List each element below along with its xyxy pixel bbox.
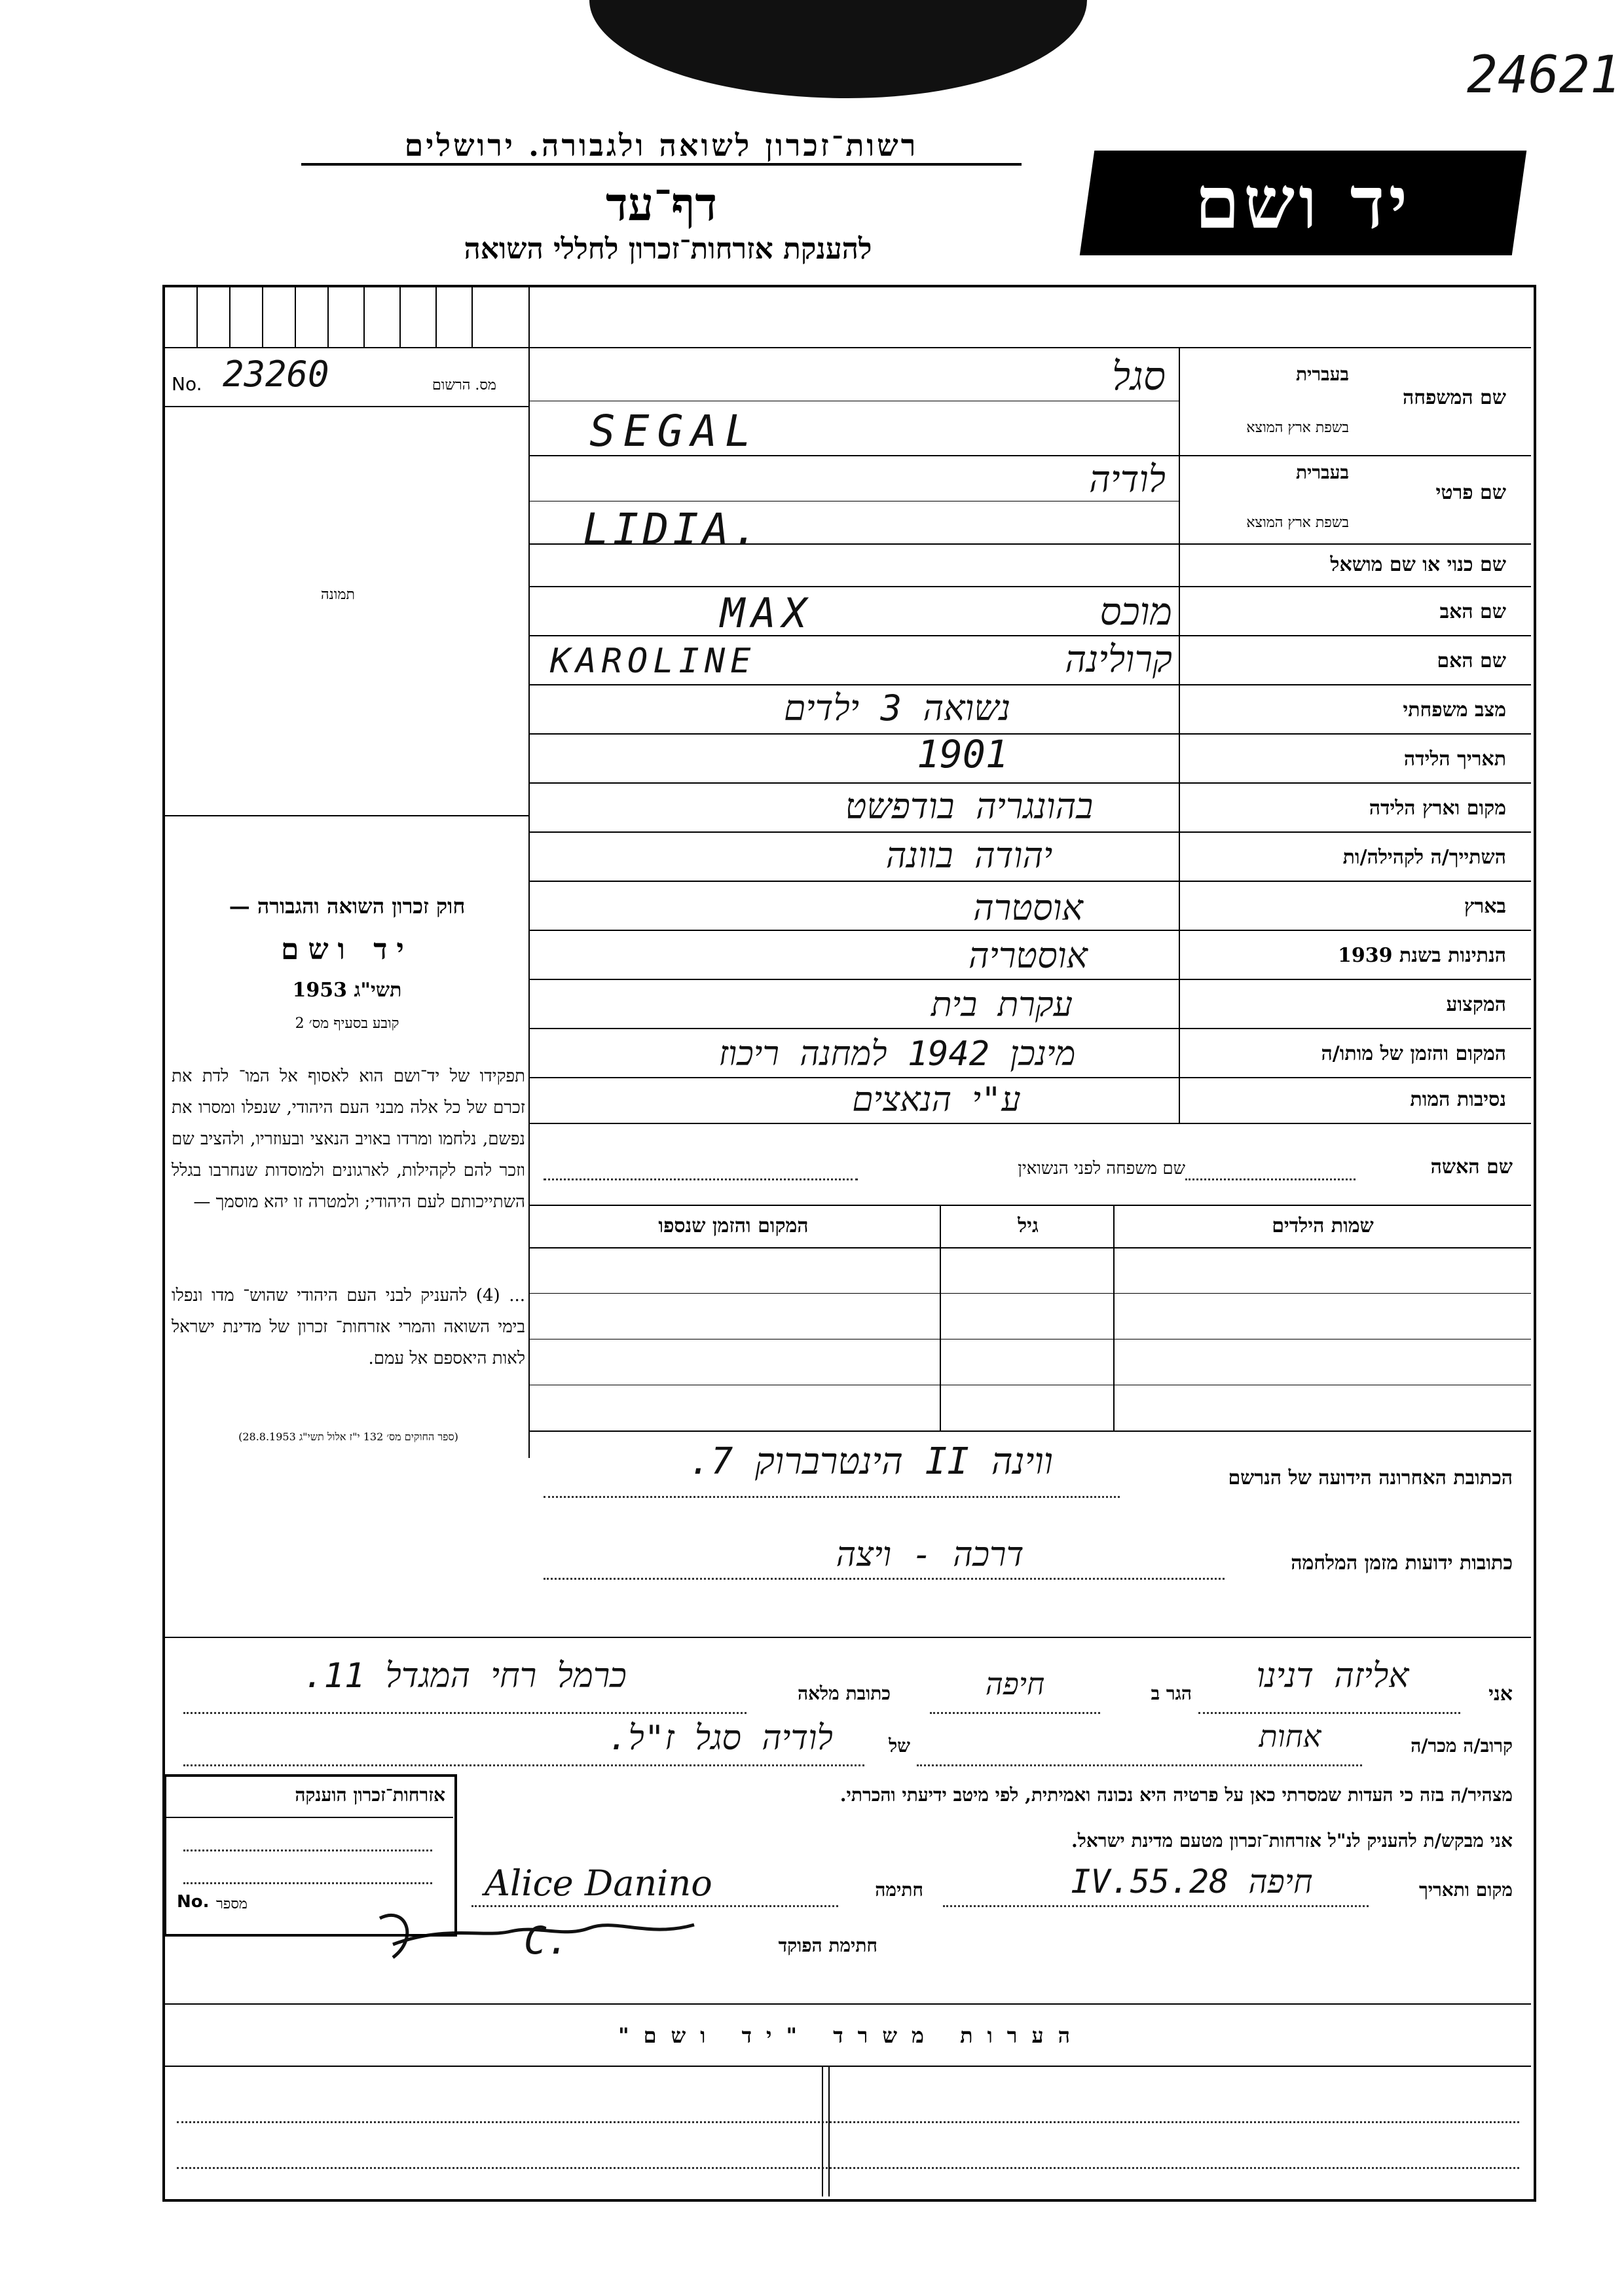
label-community: השתייך/ה לקהילה/ות	[1342, 846, 1506, 869]
label-resides-in: הגר ב	[1151, 1683, 1192, 1704]
value-country: אוסטרה	[973, 887, 1083, 928]
label-birth-date: תאריך הלידה	[1403, 748, 1506, 771]
value-family-name-origin: SEGAL	[589, 406, 759, 456]
grant-box-no-label: No.	[177, 1892, 210, 1912]
label-profession: המקצוע	[1446, 993, 1506, 1016]
office-notes-title: הערות משרד "יד ושם"	[618, 2023, 1085, 2048]
value-official-signature: C.	[524, 1918, 570, 1963]
label-official-signature: חתימת הפוקד	[778, 1935, 877, 1956]
value-given-name-hebrew: לודיה	[1089, 458, 1166, 501]
grant-box-number-label: מספר	[216, 1896, 248, 1912]
law-ref: קובע בסעיף מס׳ 2	[295, 1015, 399, 1032]
value-family-name-hebrew: סגל	[1111, 354, 1166, 399]
label-given-in-origin: בשפת ארץ המוצא	[1246, 515, 1349, 531]
value-death-circumstances: ע"י הנאצים	[852, 1080, 1021, 1120]
label-family-in-origin: בשפת ארץ המוצא	[1246, 420, 1349, 436]
label-family-name: שם המשפחה	[1402, 386, 1506, 409]
law-year: תשי"ג 1953	[292, 979, 402, 1002]
value-mother-hebrew: קרולינה	[1065, 638, 1172, 681]
photo-label: תמונה	[321, 587, 355, 603]
label-last-address: הכתובת האחרונה הידועה של הנרשם	[1228, 1467, 1513, 1489]
value-birth-place: בהונגריה בודפשט	[845, 786, 1094, 827]
label-signature: חתימה	[875, 1879, 923, 1901]
law-name: יד ושם	[281, 933, 413, 966]
label-birth-place: מקום וארץ הלידה	[1369, 797, 1506, 820]
archive-number: 24621	[1467, 46, 1621, 105]
label-country: בארץ	[1464, 895, 1506, 918]
registration-hebrew-label: מס. הרשום	[432, 377, 496, 393]
law-paragraph-1: תפקידו של יד־ושם הוא לאסוף אל המו־ לדת את זכרם של כל אלה מבני העם היהודי, שנפלו ומסרו את נפשם, נלחמו ומרדו באויב הנאצי ובעוזריו, ולהציב שם וזכר להם לקהילות, לארגונים ולמוסדות שנחרבו בגלל השתייכותם לעם היהודי; ולמטרה זו יהא מוסמך —	[172, 1066, 525, 1212]
value-subject-name: לודיה סגל ז"ל.	[608, 1719, 833, 1758]
value-declarant-name: אליזה דנינו	[1256, 1656, 1409, 1696]
label-i: אני	[1488, 1683, 1513, 1705]
value-mother-origin: KAROLINE	[550, 642, 756, 681]
value-father-hebrew: מוכס	[1099, 589, 1172, 634]
form-subtitle: להענקת אזרחות־זכרון לחללי השואה	[464, 232, 872, 266]
label-of: של	[889, 1735, 910, 1757]
value-profession: עקרת בית	[931, 985, 1073, 1025]
label-full-address: כתובת מלאה	[797, 1683, 891, 1704]
ink-blot	[589, 0, 1087, 98]
registration-no-label: No.	[172, 373, 202, 395]
label-maiden-name: שם משפחה לפני הנשואין	[1018, 1159, 1185, 1178]
value-citizenship: אוסטריה	[969, 935, 1088, 976]
value-place-date: חיפה 28.IV.55	[1071, 1863, 1313, 1901]
label-place-date: מקום ותאריך	[1418, 1879, 1513, 1901]
value-father-origin: MAX	[720, 589, 813, 637]
statement-2: אני מבקש/ת להעניק לנ"ל אזרחות־זכרון מטעם מדינת ישראל.	[1071, 1830, 1513, 1851]
grant-box-title: אזרחות־זכרון הוענקה	[295, 1784, 445, 1806]
label-given-in-hebrew: בעברית	[1295, 462, 1349, 483]
label-nickname: שם כנוי או שם מושאל	[1330, 553, 1506, 576]
value-wartime-address: דרכה - ויצה	[836, 1535, 1024, 1575]
law-citation: (ספר החוקים מס׳ 132 י"ז אלול תשי"ג 28.8.1953)	[238, 1430, 458, 1443]
statement-1: מצהיר/ה בזה כי העדות שמסרתי כאן על פרטיה היא נכונה ואמיתית, לפי מיטב ידיעתי והכרתי.	[840, 1784, 1513, 1806]
label-mother: שם האם	[1437, 649, 1506, 672]
label-wife-name: שם האשה	[1430, 1156, 1513, 1178]
label-age: גיל	[1018, 1214, 1039, 1237]
form-title: דף־עד	[605, 177, 717, 231]
label-wartime-addresses: כתובות ידועות מזמן המלחמה	[1291, 1552, 1513, 1575]
authority-line: רשות־זכרון לשואה ולגבורה. ירושלים	[301, 128, 1022, 166]
value-marital: נשואה 3 ילדים	[783, 687, 1011, 729]
label-place-time-perished: המקום והזמן שנספו	[658, 1214, 809, 1237]
label-marital: מצב משפחתי	[1403, 699, 1506, 721]
label-death-place: המקום והזמן של מותו/ה	[1321, 1042, 1506, 1065]
value-given-name-origin: LIDIA.	[583, 504, 763, 555]
law-paragraph-2: ... (4) להעניק לבני העם היהודי שהוש־ מדו ונפלו בימי השואה והמרי אזרחות־ זכרון של מדינת ישראל לאות היאספם אל עמם.	[172, 1286, 525, 1368]
value-birth-date: 1901	[917, 732, 1008, 776]
value-death-place: מינכן 1942 למחנה ריכוז	[718, 1034, 1076, 1074]
label-citizenship: הנתינות בשנת 1939	[1337, 944, 1506, 967]
label-death-circumstances: נסיבות המות	[1410, 1088, 1506, 1111]
logo-text: יד ושם	[1194, 160, 1412, 245]
label-given-name: שם פרטי	[1435, 481, 1506, 504]
label-relative: קרוב/ה מכר/ה	[1411, 1735, 1513, 1757]
label-father: שם האב	[1439, 600, 1506, 623]
label-family-in-hebrew: בעברית	[1295, 363, 1349, 385]
registration-number: 23260	[223, 354, 329, 395]
value-relation: אחות	[1259, 1719, 1321, 1754]
value-city: חיפה	[985, 1666, 1045, 1702]
value-full-address: כרמל רחי המגדל 11.	[303, 1656, 627, 1696]
value-signature: Alice Danino	[485, 1863, 712, 1904]
label-children-names: שמות הילדים	[1272, 1214, 1374, 1237]
value-community: יהודה בוונה	[885, 835, 1053, 876]
value-last-address: ווינה II הינטרברוק 7.	[688, 1440, 1054, 1483]
law-title: חוק זכרון השואה והגבורה —	[229, 894, 466, 919]
